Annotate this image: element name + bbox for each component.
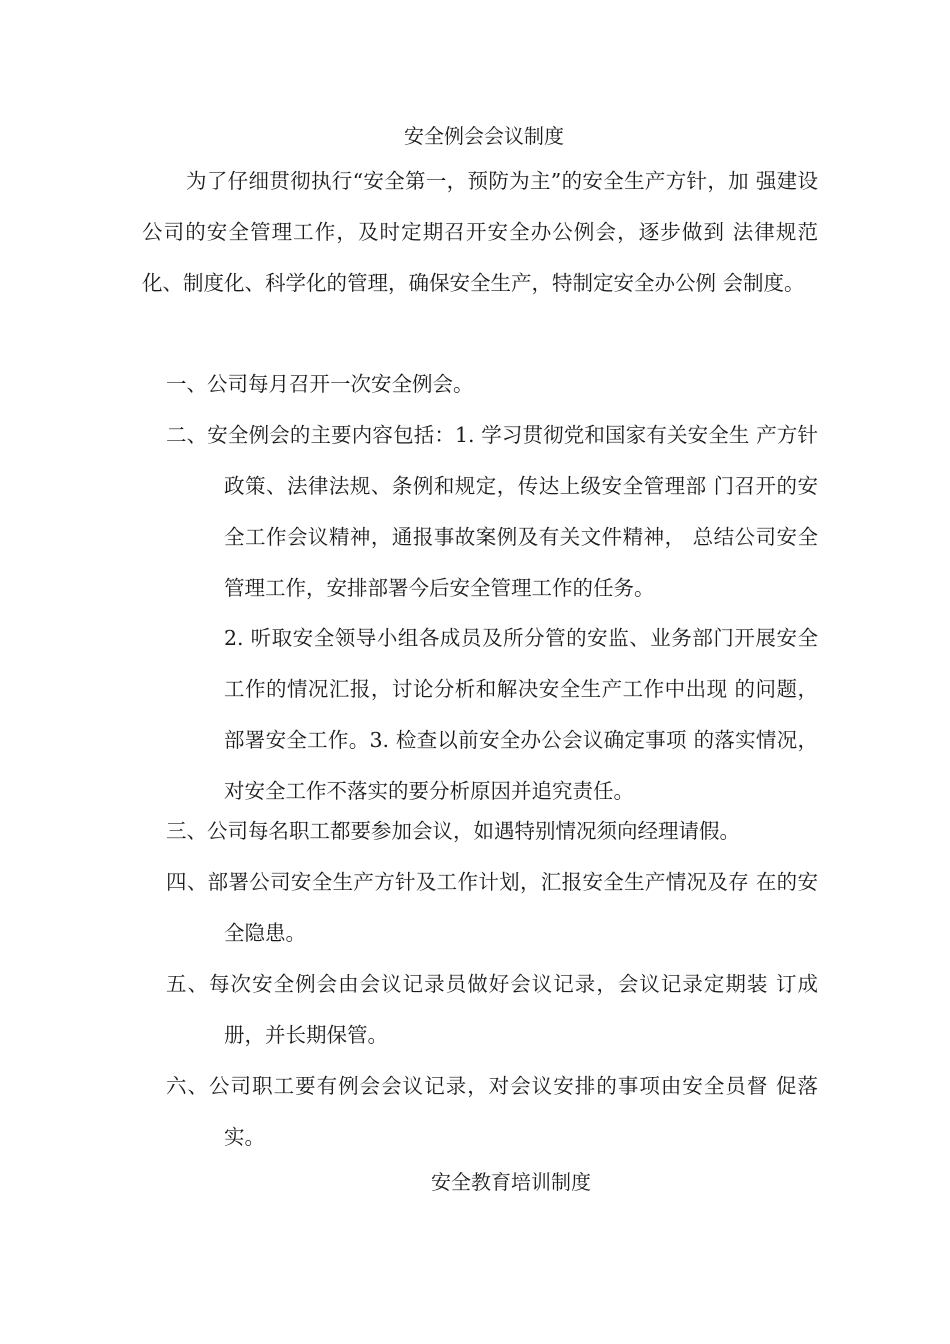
list-item-6: 六、公司职工要有例会会议记录，对会议安排的事项由安全员督 促落实。: [166, 1074, 818, 1149]
list-item-1: 一、公司每月召开一次安全例会。: [166, 372, 474, 396]
intro-paragraph: 为了仔细贯彻执行“安全第一，预防为主”的安全生产方针，加 强建设公司的安全管理工作，及时定期召开安全办公例会，逐步做到 法律规范化、制度化、科学化的管理，确保安全生产，特制定安全办公例 会制度。: [142, 169, 818, 295]
list-item-2-sub-paragraph: 2. 听取安全领导小组各成员及所分管的安监、业务部门开展安全工作的情况汇报，讨论分析和解决安全生产工作中出现 的问题，部署安全工作。3. 检查以前安全办公会议确定事项 的落实情况，对安全工作不落实的要分析原因并追究责任。: [224, 626, 818, 803]
list-item-5: 五、每次安全例会由会议记录员做好会议记录，会议记录定期装 订成册，并长期保管。: [166, 972, 818, 1047]
list-item-3: 三、公司每名职工都要参加会议，如遇特别情况须向经理请假。: [166, 819, 740, 843]
list-item-4: 四、部署公司安全生产方针及工作计划，汇报安全生产情况及存 在的安全隐患。: [166, 870, 818, 945]
next-section-title: 安全教育培训制度: [431, 1170, 591, 1194]
list-item-2: 二、安全例会的主要内容包括：1. 学习贯彻党和国家有关安全生 产方针政策、法律法规、条例和规定，传达上级安全管理部 门召开的安全工作会议精神，通报事故案例及有关文件精神， 总结公司安全管理工作，安排部署今后安全管理工作的任务。: [166, 423, 818, 600]
document-title: 安全例会会议制度: [404, 124, 564, 148]
